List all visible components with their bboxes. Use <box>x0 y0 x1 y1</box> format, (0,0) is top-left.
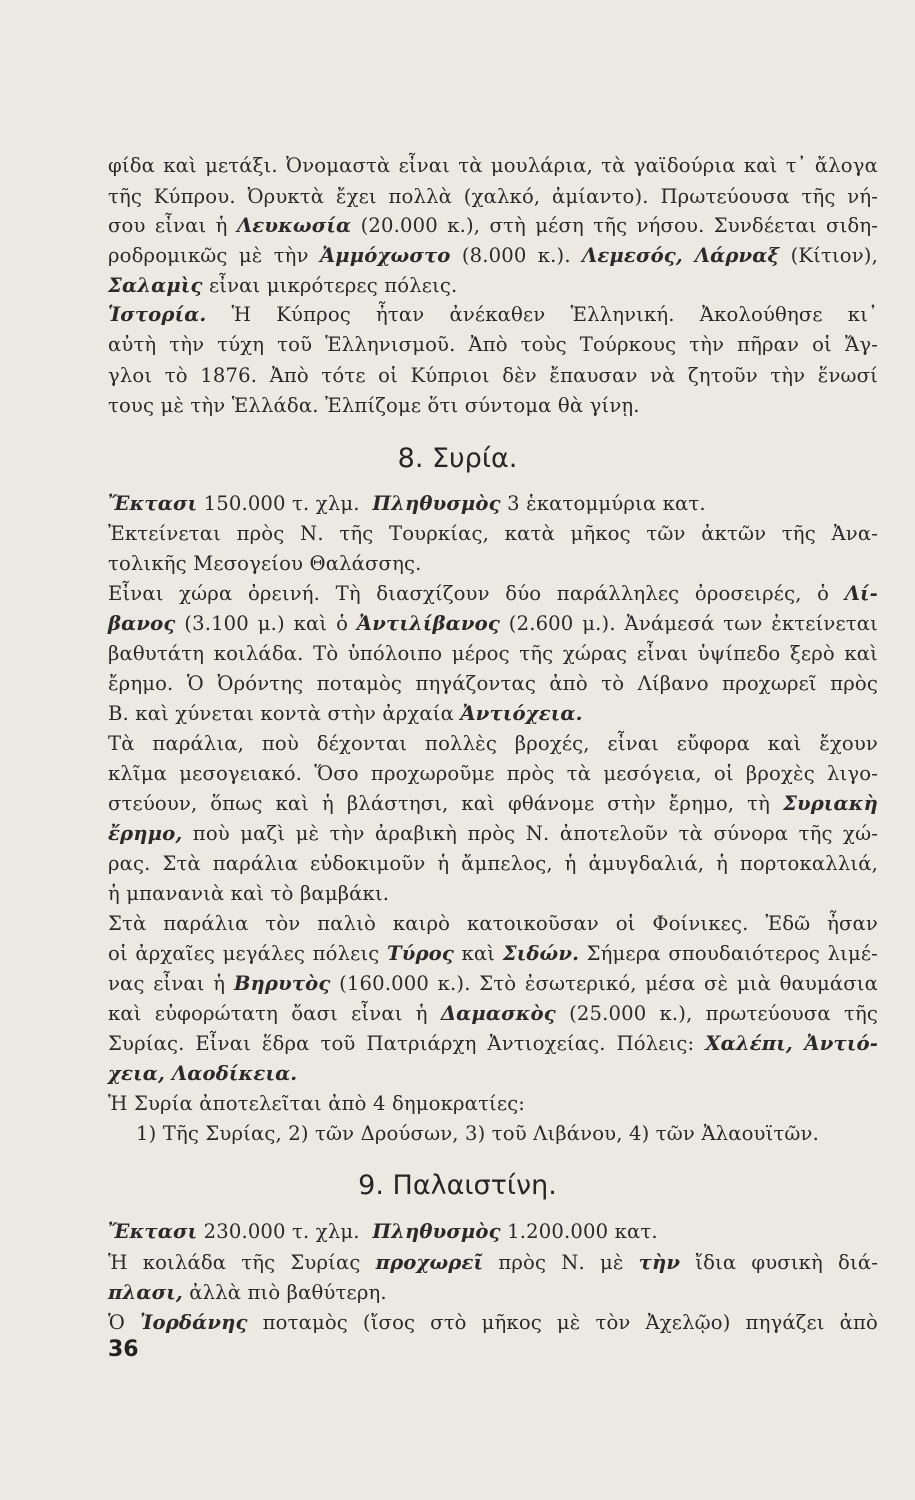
text-line: Ἔκτασι 150.000 τ. χλμ. Πληθυσμὸς 3 ἑκατομμύρια κατ. <box>108 492 706 515</box>
text-line: Ἡ κοιλάδα τῆς Συρίας προχωρεῖ πρὸς Ν. μὲ τὴν ἴδια φυσικὴ διά- <box>108 1251 878 1274</box>
section-heading-palestine: 9. Παλαιστίνη. <box>358 1170 557 1201</box>
text-line: Ἱστορία. Ἡ Κύπρος ἦταν ἀνέκαθεν Ἑλληνική. Ἀκολούθησε κι᾽ <box>108 303 878 326</box>
text-line: ἔρημο, ποὺ μαζὶ μὲ τὴν ἀραβικὴ πρὸς Ν. ἀποτελοῦν τὰ σύνορα τῆς χώ- <box>108 822 878 845</box>
text-line: αὐτὴ τὴν τύχη τοῦ Ἑλληνισμοῦ. Ἀπὸ τοὺς Τούρκους τὴν πῆραν οἱ Ἄγ- <box>108 333 878 356</box>
text-line: γλοι τὸ 1876. Ἀπὸ τότε οἱ Κύπριοι δὲν ἔπαυσαν νὰ ζητοῦν τὴν ἕνωσί <box>108 364 878 387</box>
text-line: τολικῆς Μεσογείου Θαλάσσης. <box>108 552 422 575</box>
text-line: Β. καὶ χύνεται κοντὰ στὴν ἀρχαία Ἀντιόχεια. <box>108 702 583 725</box>
text-line: ροδρομικῶς μὲ τὴν Ἀμμόχωστο (8.000 κ.). Λεμεσός, Λάρναξ (Κίτιον), <box>108 244 878 267</box>
text-line: Τὰ παράλια, ποὺ δέχονται πολλὲς βροχές, εἶναι εὔφορα καὶ ἔχουν <box>108 732 878 755</box>
text-line: φίδα καὶ μετάξι. Ὀνομαστὰ εἶναι τὰ μουλάρια, τὰ γαϊδούρια καὶ τ᾽ ἄλογα <box>108 154 878 177</box>
text-line: Ἐκτείνεται πρὸς Ν. τῆς Τουρκίας, κατὰ μῆκος τῶν ἀκτῶν τῆς Ἀνα- <box>108 522 878 545</box>
text-line: Ἔκτασι 230.000 τ. χλμ. Πληθυσμὸς 1.200.000 κατ. <box>108 1220 658 1243</box>
text-line: καὶ εὐφορώτατη ὄασι εἶναι ἡ Δαμασκὸς (25.000 κ.), πρωτεύουσα τῆς <box>108 1002 878 1025</box>
text-line: ρας. Στὰ παράλια εὐδοκιμοῦν ἡ ἄμπελος, ἡ ἀμυγδαλιά, ἡ πορτοκαλλιά, <box>108 852 878 875</box>
text-line: 1) Τῆς Συρίας, 2) τῶν Δρούσων, 3) τοῦ Λιβάνου, 4) τῶν Ἀλαουϊτῶν. <box>136 1122 819 1145</box>
text-line: Σαλαμὶς εἶναι μικρότερες πόλεις. <box>108 274 458 297</box>
text-line: νας εἶναι ἡ Βηρυτὸς (160.000 κ.). Στὸ ἐσωτερικό, μέσα σὲ μιὰ θαυμάσια <box>108 972 878 995</box>
text-line: βανος (3.100 μ.) καὶ ὁ Ἀντιλίβανος (2.600 μ.). Ἀνάμεσά των ἐκτείνεται <box>108 612 878 635</box>
text-line: Ὁ Ἰορδάνης ποταμὸς (ἴσος στὸ μῆκος μὲ τὸν Ἀχελῷο) πηγάζει ἀπὸ <box>108 1311 878 1334</box>
text-line: τους μὲ τὴν Ἑλλάδα. Ἐλπίζομε ὅτι σύντομα θὰ γίνῃ. <box>108 394 640 417</box>
text-line: Συρίας. Εἶναι ἕδρα τοῦ Πατριάρχη Ἀντιοχείας. Πόλεις: Χαλέπι, Ἀντιό- <box>108 1032 878 1055</box>
section-heading-syria: 8. Συρία. <box>397 443 518 474</box>
text-line: σου εἶναι ἡ Λευκωσία (20.000 κ.), στὴ μέση τῆς νήσου. Συνδέεται σιδη- <box>108 214 879 237</box>
text-line: Στὰ παράλια τὸν παλιὸ καιρὸ κατοικοῦσαν οἱ Φοίνικες. Ἐδῶ ἦσαν <box>108 912 878 935</box>
text-line: πλασι, ἀλλὰ πιὸ βαθύτερη. <box>108 1281 387 1304</box>
text-line: Ἡ Συρία ἀποτελεῖται ἀπὸ 4 δημοκρατίες: <box>108 1092 526 1115</box>
text-line: οἱ ἀρχαῖες μεγάλες πόλεις Τύρος καὶ Σιδών. Σήμερα σπουδαιότερος λιμέ- <box>108 942 878 965</box>
text-line: ἡ μπανανιὰ καὶ τὸ βαμβάκι. <box>108 882 390 905</box>
text-line: βαθυτάτη κοιλάδα. Τὸ ὑπόλοιπο μέρος τῆς χώρας εἶναι ὑψίπεδο ξερὸ καὶ <box>108 642 878 665</box>
text-line: Εἶναι χώρα ὀρεινή. Τὴ διασχίζουν δύο παράλληλες ὀροσειρές, ὁ Λί- <box>108 582 878 605</box>
text-line: ἔρημο. Ὁ Ὀρόντης ποταμὸς πηγάζοντας ἀπὸ τὸ Λίβανο προχωρεῖ πρὸς <box>108 672 878 695</box>
text-line: στεύουν, ὅπως καὶ ἡ βλάστησι, καὶ φθάνομε στὴν ἔρημο, τὴ Συριακὴ <box>108 792 878 815</box>
text-line: τῆς Κύπρου. Ὀρυκτὰ ἔχει πολλὰ (χαλκό, ἀμίαντο). Πρωτεύουσα τῆς νή- <box>108 185 878 208</box>
text-line: χεια, Λαοδίκεια. <box>108 1062 298 1085</box>
page-number: 36 <box>108 1337 139 1362</box>
text-line: κλῖμα μεσογειακό. Ὅσο προχωροῦμε πρὸς τὰ μεσόγεια, οἱ βροχὲς λιγο- <box>108 762 878 785</box>
